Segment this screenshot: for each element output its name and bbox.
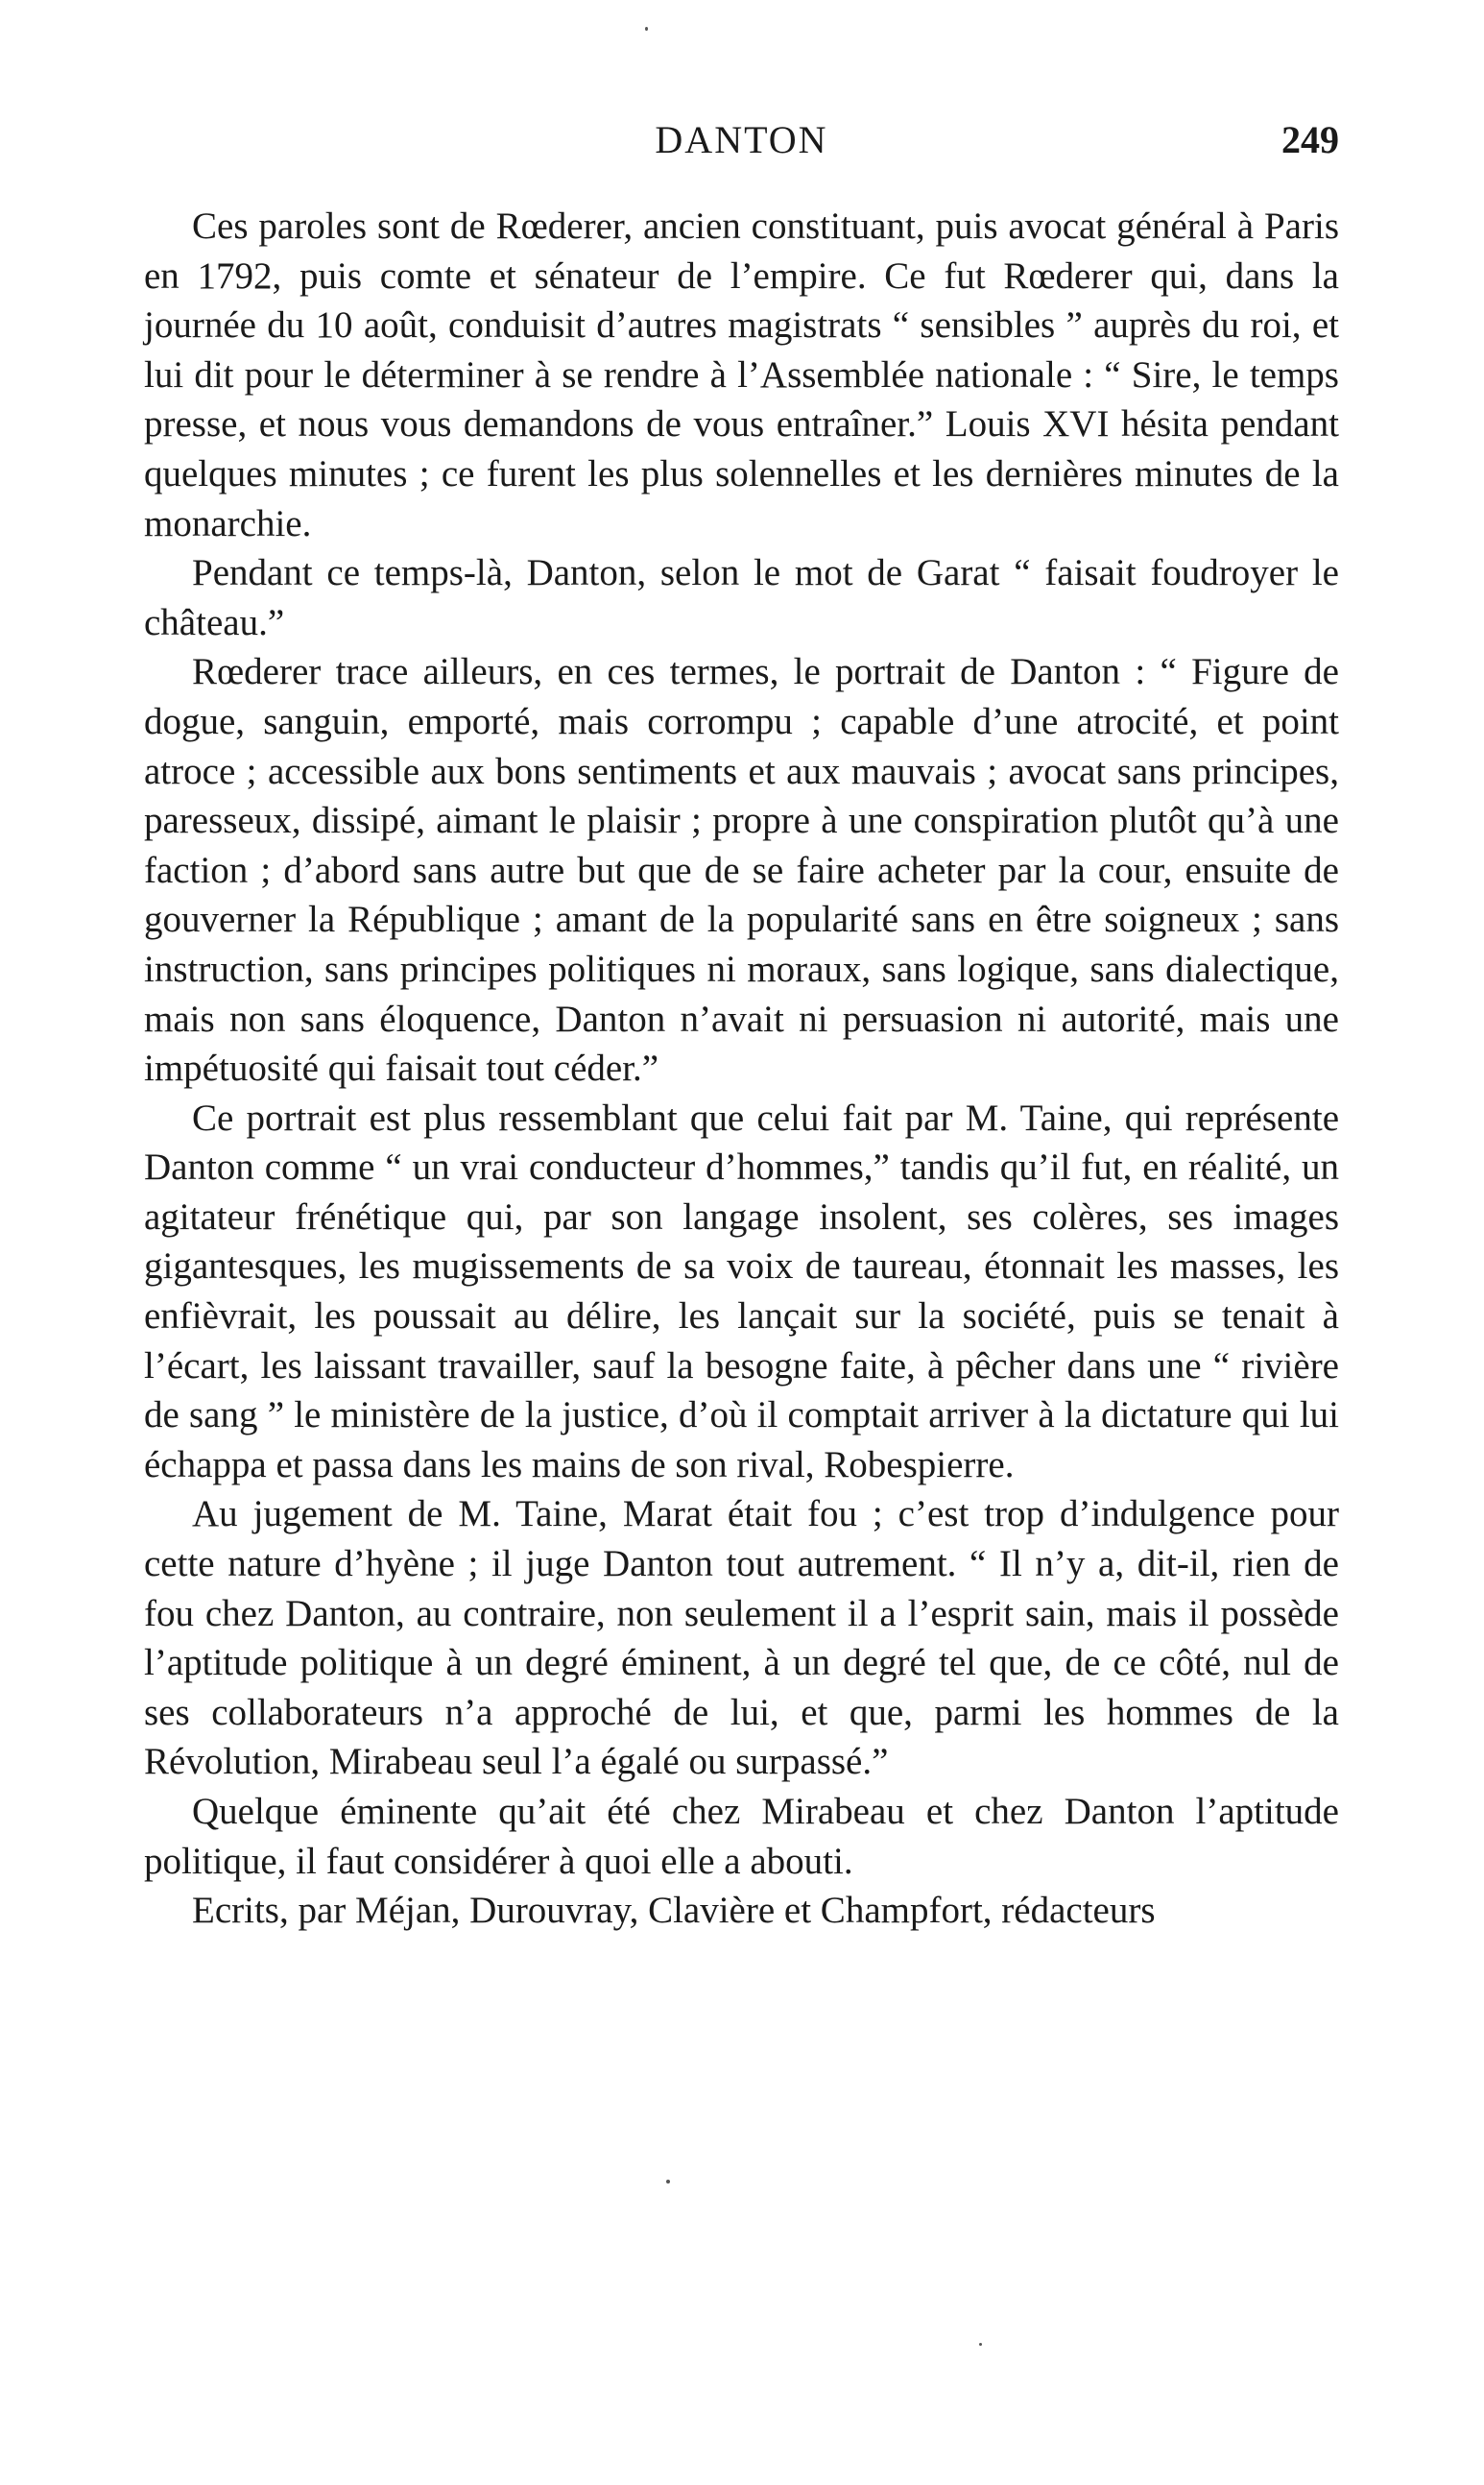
paragraph: Quelque éminente qu’ait été chez Mirabeau et chez Danton l’aptitude politique, il faut considérer à quoi elle a abouti. [144, 1791, 1339, 1882]
paragraph: Ce portrait est plus ressemblant que celui fait par M. Taine, qui représente Danton comme “ un vrai conducteur d’hommes,” tandis qu’il fut, en réalité, un agitateur frénétique qui, par son langage insolent, ses colères, ses images gigantesques, les mugissements de sa voix de taureau, étonnait les masses, les enfièvrait, les poussait au délire, les lançait sur la société, puis se tenait à l’écart, les laissant travailler, sauf la besogne faite, à pêcher dans une “ rivière de sang ” le ministère de la justice, d’où il comptait arriver à la dictature qui lui échappa et passa dans les mains de son rival, Robespierre. [144, 1097, 1339, 1485]
paper-speck [645, 27, 648, 31]
paragraph: Rœderer trace ailleurs, en ces termes, le portrait de Danton : “ Figure de dogue, sanguin, emporté, mais corrompu ; capable d’une atrocité, et point atroce ; accessible aux bons sentiments et aux mauvais ; avocat sans principes, paresseux, dissipé, aimant le plaisir ; propre à une conspiration plutôt qu’à une faction ; d’abord sans autre but que de se faire acheter par la cour, ensuite de gouverner la République ; amant de la popularité sans en être soigneux ; sans instruction, sans principes politiques ni moraux, sans logique, sans dialectique, mais non sans éloquence, Danton n’avait ni persuasion ni autorité, mais une impétuosité qui faisait tout céder.” [144, 651, 1339, 1090]
paragraph: Au jugement de M. Taine, Marat était fou ; c’est trop d’indulgence pour cette nature d’hyène ; il juge Danton tout autrement. “ Il n’y a, dit-il, rien de fou chez Danton, au contraire, non seulement il a l’esprit sain, mais il possède l’aptitude politique à un degré éminent, à un degré tel que, de ce côté, nul de ses collaborateurs n’a approché de lui, et que, parmi les hommes de la Révolution, Mirabeau seul l’a égalé ou surpassé.” [144, 1493, 1339, 1783]
paper-speck [979, 2343, 982, 2346]
body-text [144, 202, 1339, 1936]
paragraph: Ces paroles sont de Rœderer, ancien constituant, puis avocat général à Paris en 1792, puis comte et sénateur de l’empire. Ce fut Rœderer qui, dans la journée du 10 août, conduisit d’autres magistrats “ sensibles ” auprès du roi, et lui dit pour le déterminer à se rendre à l’Assemblée nationale : “ Sire, le temps presse, et nous vous demandons de vous entraîner.” Louis XVI hésita pendant quelques minutes ; ce furent les plus solennelles et les dernières minutes de la monarchie. [144, 205, 1339, 544]
running-title: DANTON [655, 118, 828, 161]
page-number: 249 [1281, 118, 1339, 161]
paper-speck [666, 2180, 670, 2183]
paragraph: Pendant ce temps-là, Danton, selon le mot de Garat “ faisait foudroyer le château.” [144, 552, 1339, 643]
running-head [144, 117, 1339, 175]
paragraph: Ecrits, par Méjan, Durouvray, Clavière et Champfort, rédacteurs [192, 1890, 1156, 1932]
